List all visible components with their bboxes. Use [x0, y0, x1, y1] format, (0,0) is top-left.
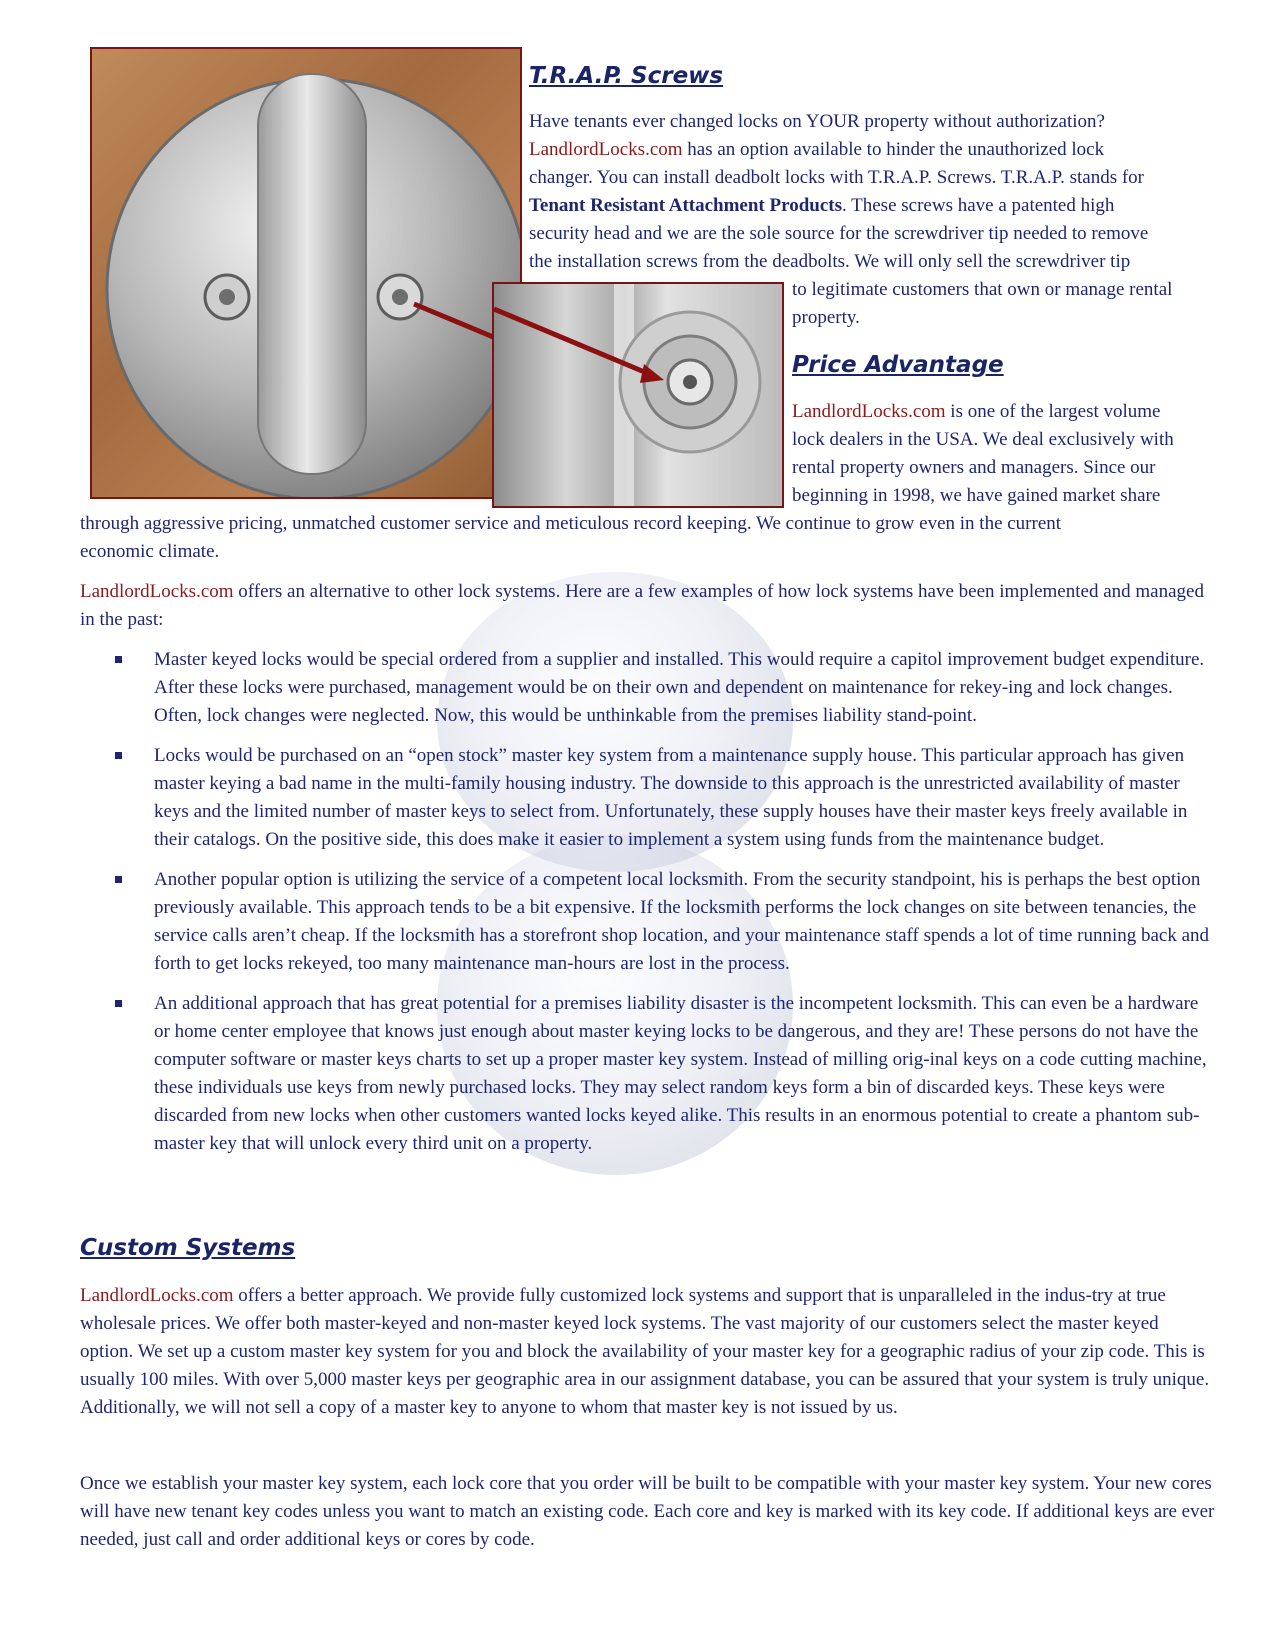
trap-line-6: the installation screws from the deadbolts. We will only sell the screwdriver tip [529, 251, 1131, 272]
brand-link: LandlordLocks.com [80, 581, 234, 602]
price-line-3: rental property owners and managers. Since our [792, 457, 1156, 478]
bullet-square-icon [115, 752, 122, 759]
trap-line-7: to legitimate customers that own or manage rental [792, 279, 1173, 300]
list-item [154, 742, 1216, 854]
past-approaches-list [154, 646, 1216, 1170]
price-paragraph-full [80, 510, 1230, 566]
bullet-square-icon [115, 876, 122, 883]
price-paragraph-side [792, 398, 1242, 510]
trap-paragraph-continued [792, 276, 1242, 332]
trap-line-8: property. [792, 307, 860, 328]
trap-line-2 [529, 136, 1229, 164]
intro-text: offers an alternative to other lock systems. Here are a few examples of how lock systems have been implemented and managed in the past: [80, 581, 1204, 630]
trap-line-3: changer. You can install deadbolt locks with T.R.A.P. Screws. T.R.A.P. stands for [529, 167, 1145, 188]
trap-line-2-text: has an option available to hinder the unauthorized lock [687, 139, 1105, 160]
deadbolt-photo [90, 47, 522, 499]
custom-heading: Custom Systems [80, 1235, 296, 1261]
trap-line-4-text: . These screws have a patented high [841, 195, 1115, 216]
price-line-2: lock dealers in the USA. We deal exclusively with [792, 429, 1174, 450]
list-item [154, 866, 1216, 978]
custom-paragraph-2: Once we establish your master key system, each lock core that you order will be built to be compatible with your master key system. Your new cores will have new tenant key codes unless you want to match an existing code. Each core and key is marked with its key code. If additional keys are ever needed, just call and order additional keys or cores by code. [80, 1473, 1215, 1550]
trap-line-1: Have tenants ever changed locks on YOUR property without authorization? [529, 111, 1105, 132]
bullet-square-icon [115, 1000, 122, 1007]
list-item [154, 646, 1216, 730]
trap-acronym-term: Tenant Resistant Attachment Products [529, 195, 842, 216]
trap-heading: T.R.A.P. Screws [529, 63, 724, 89]
trap-line-4 [529, 192, 1229, 220]
intro-paragraph [80, 578, 1210, 634]
trap-paragraph [529, 108, 1229, 276]
brand-link: LandlordLocks.com [792, 401, 946, 422]
price-line-5: through aggressive pricing, unmatched customer service and meticulous record keeping. We continue to grow even in the current [80, 513, 1062, 534]
list-item-text: Locks would be purchased on an “open stock” master key system from a maintenance supply house. This particular approach has given master keying a bad name in the multi-family housing industry. The downside to this approach is the unrestricted availability of master keys and the limited number of master keys to select from. Unfortunately, these supply houses have their master keys freely available in their catalogs. On the positive side, this does make it easier to implement a system using funds from the maintenance budget. [154, 745, 1188, 850]
trap-line-5: security head and we are the sole source for the screwdriver tip needed to remove [529, 223, 1149, 244]
price-line-1 [792, 398, 1242, 426]
price-heading: Price Advantage [792, 352, 1004, 378]
custom-paragraph-1-text: offers a better approach. We provide fully customized lock systems and support that is unparalleled in the indus-try at true wholesale prices. We offer both master-keyed and non-master keyed lock systems. The vast majority of our customers select the master keyed option. We set up a custom master key system for you and block the availability of your master key for a geographic radius of your zip code. This is usually 100 miles. With over 5,000 master keys per geographic area in our assignment database, you can be assured that your system is truly unique. Additionally, we will not sell a copy of a master key to anyone to whom that master key is not issued by us. [80, 1285, 1210, 1418]
trap-screw-closeup-photo [492, 282, 784, 508]
price-line-6: economic climate. [80, 541, 220, 562]
price-line-1-text: is one of the largest volume [950, 401, 1161, 422]
brand-link: LandlordLocks.com [529, 139, 683, 160]
list-item [154, 990, 1216, 1158]
custom-paragraph-1 [80, 1282, 1215, 1422]
screw-closeup-illustration [494, 284, 784, 508]
deadbolt-illustration [92, 49, 522, 499]
list-item-text: Master keyed locks would be special ordered from a supplier and installed. This would require a capitol improvement budget expenditure. After these locks were purchased, management would be on their own and dependent on maintenance for rekey-ing and lock changes. Often, lock changes were neglected. Now, this would be unthinkable from the premises liability stand-point. [154, 649, 1205, 726]
list-item-text: An additional approach that has great potential for a premises liability disaster is the incompetent locksmith. This can even be a hardware or home center employee that knows just enough about master keying locks to be dangerous, and they are! These persons do not have the computer software or master keys charts to set up a proper master key system. Instead of milling orig-inal keys on a code cutting machine, these individuals use keys from newly purchased locks. They may select random keys form a bin of discarded keys. These keys were discarded from new locks when other customers wanted locks keyed alike. This results in an enormous potential to create a phantom sub-master key that will unlock every third unit on a property. [154, 993, 1207, 1154]
list-item-text: Another popular option is utilizing the service of a competent local locksmith. From the security standpoint, his is perhaps the best option previously available. This approach tends to be a bit expensive. If the locksmith performs the lock changes on site between tenancies, the service calls aren’t cheap. If the locksmith has a storefront shop location, and your maintenance staff spends a lot of time running back and forth to get locks rekeyed, too many maintenance man-hours are lost in the process. [154, 869, 1210, 974]
bullet-square-icon [115, 656, 122, 663]
brand-link: LandlordLocks.com [80, 1285, 234, 1306]
price-line-4: beginning in 1998, we have gained market share [792, 485, 1161, 506]
